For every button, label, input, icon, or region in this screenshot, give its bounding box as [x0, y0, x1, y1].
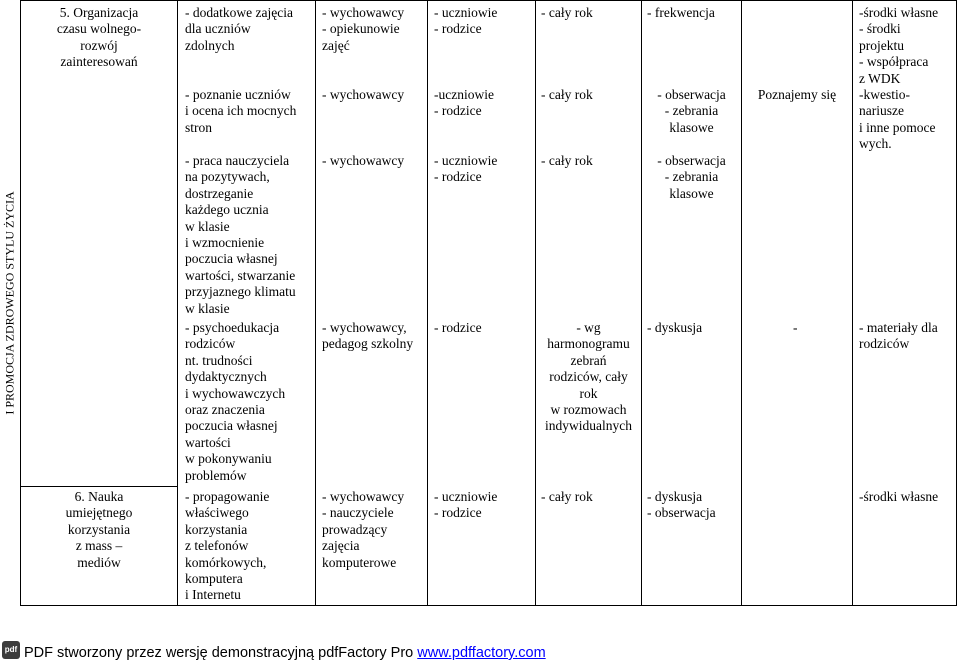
row6-responsible: - wychowawcy - nauczyciele prowadzący zajęcia komputerowe	[322, 489, 405, 570]
grid-line	[956, 0, 957, 606]
row5-title: 5. Organizacja czasu wolnego- rozwój zainteresowań	[56, 5, 142, 70]
row6-target: - uczniowie - rodzice	[434, 489, 498, 521]
grid-line	[427, 0, 428, 606]
row6-resources: -środki własne	[859, 489, 939, 504]
grid-line	[315, 0, 316, 606]
row5-responsible-a: - wychowawcy - opiekunowie zajęć	[322, 5, 405, 53]
row5-evaluation-c: - obserwacja - zebrania klasowe	[657, 153, 726, 201]
row6-time: - cały rok	[541, 489, 593, 504]
row5-task-know-students: - poznanie uczniów i ocena ich mocnych stron	[185, 87, 297, 135]
footer-link[interactable]: www.pdffactory.com	[417, 645, 546, 661]
section-side-label	[0, 0, 20, 606]
row5-target-a: - uczniowie - rodzice	[434, 5, 498, 37]
row5-resources: -środki własne - środki projektu - współpraca z WDK -kwestio- nariusze i inne pomoce wych.	[859, 5, 939, 152]
row5-program-name: Poznajemy się	[757, 87, 837, 102]
row5-time-a: - cały rok	[541, 5, 593, 20]
pdf-icon: pdf	[2, 641, 20, 659]
row5-task-additional-classes: - dodatkowe zajęcia dla uczniów zdolnych	[185, 5, 293, 53]
row5-time-d: - wg harmonogramu zebrań rodziców, cały rok w rozmowach indywidualnych	[545, 320, 632, 434]
footer-label: PDF stworzony przez wersję demonstracyjną pdfFactory Pro	[24, 645, 418, 661]
row5-responsible-c: - wychowawcy	[322, 153, 405, 168]
row5-evaluation-a: - frekwencja	[647, 5, 715, 20]
section-title: I PROMOCJA ZDROWEGO STYLU ŻYCIA	[2, 191, 17, 415]
grid-line	[20, 0, 957, 1]
row6-title: 6. Nauka umiejętnego korzystania z mass – mediów	[65, 489, 133, 570]
grid-line	[177, 0, 178, 606]
row5-resources-d: - materiały dla rodziców	[859, 320, 938, 352]
row6-task: - propagowanie właściwego korzystania z telefonów komórkowych, komputera i Internetu	[185, 489, 270, 603]
row5-target-c: - uczniowie - rodzice	[434, 153, 498, 185]
row5-responsible-b: - wychowawcy	[322, 87, 405, 102]
row5-time-b: - cały rok	[541, 87, 593, 102]
grid-line	[20, 486, 178, 487]
row5-target-b: -uczniowie - rodzice	[434, 87, 494, 119]
grid-line	[20, 605, 957, 606]
row6-evaluation: - dyskusja - obserwacja	[647, 489, 716, 521]
row5-task-positive-work: - praca nauczyciela na pozytywach, dostrzeganie każdego ucznia w klasie i wzmocnienie poczucia własnej wartości, stwarzanie przyjaznego klimatu w klasie	[185, 153, 296, 316]
row5-evaluation-b: - obserwacja - zebrania klasowe	[657, 87, 726, 135]
row5-time-c: - cały rok	[541, 153, 593, 168]
grid-line	[535, 0, 536, 606]
row5-task-psychoeducation: - psychoedukacja rodziców nt. trudności dydaktycznych i wychowawczych oraz znaczenia poczucia własnej wartości w pokonywaniu problemów	[185, 320, 286, 483]
row5-evaluation-d: - dyskusja	[647, 320, 703, 335]
footer-text	[24, 645, 546, 661]
row5-target-d: - rodzice	[434, 320, 482, 335]
row5-extra-d: -	[793, 320, 798, 335]
grid-line	[852, 0, 853, 606]
row5-responsible-d: - wychowawcy, pedagog szkolny	[322, 320, 414, 352]
